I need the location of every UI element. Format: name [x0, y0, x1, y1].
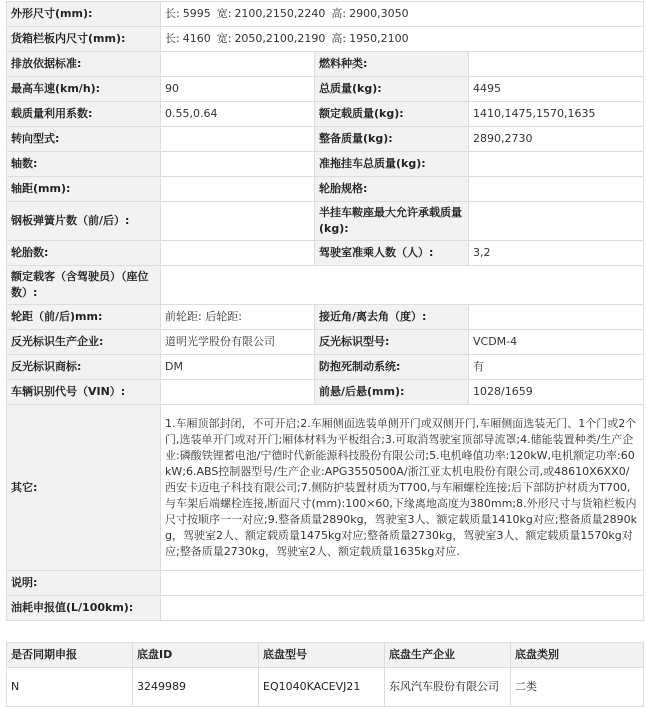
- approach-value: [469, 305, 644, 330]
- max-speed-value: 90: [161, 77, 315, 102]
- dimensions-label: 外形尺寸(mm):: [7, 2, 161, 27]
- spec-row: [7, 305, 644, 330]
- wheelbase-label: 轴距(mm):: [7, 177, 161, 202]
- passengers-label: 额定载客（含驾驶员）（座位数）:: [7, 266, 161, 305]
- wheelbase-value: [161, 177, 315, 202]
- cab-seats-value: 3,2: [469, 241, 644, 266]
- axles-value: [161, 152, 315, 177]
- cab-seats-label: 驾驶室准乘人数（人）:: [315, 241, 469, 266]
- tire-count-value: [161, 241, 315, 266]
- spec-row: [7, 330, 644, 355]
- spec-row: [7, 355, 644, 380]
- chassis-cell-same-period: N: [7, 668, 133, 707]
- track-label: 轮距（前/后)mm:: [7, 305, 161, 330]
- emission-value: [161, 52, 315, 77]
- spec-row: [7, 266, 644, 305]
- load-util-label: 载质量利用系数:: [7, 102, 161, 127]
- note-label: 说明:: [7, 571, 161, 596]
- steering-value: [161, 127, 315, 152]
- other-value: 1.车厢顶部封闭，不可开启;2.车厢侧面选装单侧开门或双侧开门,车厢侧面选装无门、1个门或2个门,选装单开门或对开门;厢体材料为平板组合;3.可取消驾驶室顶部导流罩;4.储能装置种类/生产企业:磷酸铁锂蓄电池/宁德时代新能源科技股份有限公司;5.电机峰值功率:120kW,电机额定功率:60kW;6.ABS控制器型号/生产企业:APG3550500A/浙江亚太机电股份有限公司,或48610X6XX0/西安卡迈电子科技有限公司;7.侧防护装置材质为T700,与车厢螺栓连接;后下部防护材质为T700,与车架后端螺栓连接,断面尺寸(mm):100×60,下缘离地高度为380mm;8.外形尺寸与货箱栏板内尺寸按顺序一一对应;9.整备质量2890kg，驾驶室3人、额定载质量1410kg对应;整备质量2890kg，驾驶室2人、额定载质量1475kg对应;整备质量2730kg，驾驶室3人、额定载质量1570kg对应;整备质量2730kg，驾驶室2人、额定载质量1635kg对应.: [161, 405, 644, 571]
- emission-label: 排放依据标准:: [7, 52, 161, 77]
- load-util-value: 0.55,0.64: [161, 102, 315, 127]
- overhang-value: 1028/1659: [469, 380, 644, 405]
- vin-value: [161, 380, 315, 405]
- spec-row: [7, 177, 644, 202]
- tire-spec-label: 轮胎规格:: [315, 177, 469, 202]
- reflect-model-label: 反光标识型号:: [315, 330, 469, 355]
- rated-load-value: 1410,1475,1570,1635: [469, 102, 644, 127]
- reflect-maker-value: 道明光学股份有限公司: [161, 330, 315, 355]
- abs-label: 防抱死制动系统:: [315, 355, 469, 380]
- fuel-label: 燃料种类:: [315, 52, 469, 77]
- chassis-header: 是否同期申报: [7, 643, 133, 668]
- cargo-dimensions-label: 货箱栏板内尺寸(mm):: [7, 27, 161, 52]
- saddle-load-label: 半挂车鞍座最大允许承载质量(kg):: [315, 202, 469, 241]
- saddle-load-value: [469, 202, 644, 241]
- other-label: 其它:: [7, 405, 161, 571]
- axles-label: 轴数:: [7, 152, 161, 177]
- spec-row: [7, 152, 644, 177]
- spec-row: [7, 241, 644, 266]
- springs-label: 钢板弹簧片数（前/后）:: [7, 202, 161, 241]
- spec-row: [7, 77, 644, 102]
- steering-label: 转向型式:: [7, 127, 161, 152]
- total-mass-value: 4495: [469, 77, 644, 102]
- curb-mass-value: 2890,2730: [469, 127, 644, 152]
- chassis-cell-category: 二类: [511, 668, 644, 707]
- reflect-brand-label: 反光标识商标:: [7, 355, 161, 380]
- chassis-cell-maker: 东风汽车股份有限公司: [385, 668, 511, 707]
- spec-row: [7, 52, 644, 77]
- chassis-table: [6, 642, 644, 707]
- fuel-value: [469, 52, 644, 77]
- chassis-cell-id: 3249989: [133, 668, 259, 707]
- chassis-header: 底盘ID: [133, 643, 259, 668]
- track-value: 前轮距: 后轮距:: [161, 305, 315, 330]
- spec-row-other: [7, 405, 644, 571]
- chassis-header-row: [7, 643, 644, 668]
- curb-mass-label: 整备质量(kg):: [315, 127, 469, 152]
- approach-label: 接近角/离去角（度）:: [315, 305, 469, 330]
- spec-row: [7, 102, 644, 127]
- chassis-cell-model: EQ1040KACEVJ21: [259, 668, 385, 707]
- cargo-dimensions-value: 长: 4160 宽: 2050,2100,2190 高: 1950,2100: [161, 27, 644, 52]
- tire-spec-value: [469, 177, 644, 202]
- chassis-header: 底盘型号: [259, 643, 385, 668]
- max-speed-label: 最高车速(km/h):: [7, 77, 161, 102]
- spec-row: [7, 202, 644, 241]
- chassis-header: 底盘类别: [511, 643, 644, 668]
- spec-row: [7, 127, 644, 152]
- note-value: [161, 571, 644, 596]
- spec-row: [7, 571, 644, 596]
- reflect-model-value: VCDM-4: [469, 330, 644, 355]
- trailer-mass-value: [469, 152, 644, 177]
- reflect-maker-label: 反光标识生产企业:: [7, 330, 161, 355]
- chassis-header: 底盘生产企业: [385, 643, 511, 668]
- fuel-consumption-label: 油耗申报值(L/100km):: [7, 596, 161, 621]
- fuel-consumption-value: [161, 596, 644, 621]
- rated-load-label: 额定载质量(kg):: [315, 102, 469, 127]
- overhang-label: 前悬/后悬(mm):: [315, 380, 469, 405]
- tire-count-label: 轮胎数:: [7, 241, 161, 266]
- dimensions-value: 长: 5995 宽: 2100,2150,2240 高: 2900,3050: [161, 2, 644, 27]
- springs-value: [161, 202, 315, 241]
- passengers-value: [161, 266, 644, 305]
- vin-label: 车辆识别代号（VIN）:: [7, 380, 161, 405]
- trailer-mass-label: 准拖挂车总质量(kg):: [315, 152, 469, 177]
- spec-row-dimensions: [7, 2, 644, 27]
- vehicle-spec-table: [6, 1, 644, 621]
- abs-value: 有: [469, 355, 644, 380]
- spec-row: [7, 380, 644, 405]
- spec-row-cargo: [7, 27, 644, 52]
- spec-row: [7, 596, 644, 621]
- total-mass-label: 总质量(kg):: [315, 77, 469, 102]
- reflect-brand-value: DM: [161, 355, 315, 380]
